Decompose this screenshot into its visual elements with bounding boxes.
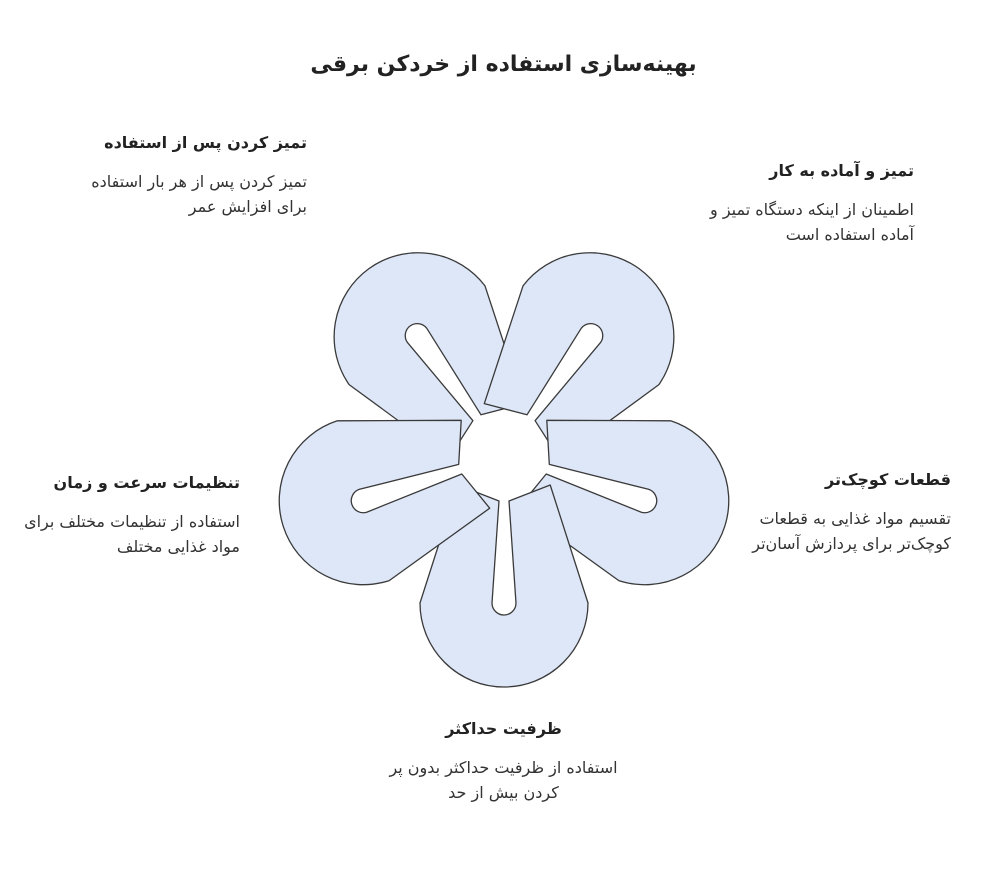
item-text: استفاده از تنظیمات مختلف برای مواد غذایی مختلف xyxy=(24,512,240,556)
item-clean-and-ready xyxy=(699,158,914,247)
item-text: تقسیم مواد غذایی به قطعات کوچک‌تر برای پردازش آسان‌تر xyxy=(752,509,951,553)
page-title: بهینه‌سازی استفاده از خردکن برقی xyxy=(310,52,697,77)
item-cleaning-after-use xyxy=(67,130,307,219)
item-heading: قطعات کوچک‌تر xyxy=(825,470,951,489)
item-text: استفاده از ظرفیت حداکثر بدون پر کردن بیش از حد xyxy=(389,758,618,802)
item-text: تمیز کردن پس از هر بار استفاده برای افزایش عمر xyxy=(91,172,307,216)
item-heading: تمیز و آماده به کار xyxy=(769,161,914,180)
item-speed-and-time xyxy=(20,470,240,559)
item-heading: تمیز کردن پس از استفاده xyxy=(104,133,307,152)
item-heading: تنظیمات سرعت و زمان xyxy=(53,473,240,492)
item-heading: ظرفیت حداکثر xyxy=(445,719,562,738)
item-smaller-pieces xyxy=(751,467,951,556)
item-max-capacity xyxy=(380,716,627,805)
item-text: اطمینان از اینکه دستگاه تمیز و آماده استفاده است xyxy=(710,200,914,244)
